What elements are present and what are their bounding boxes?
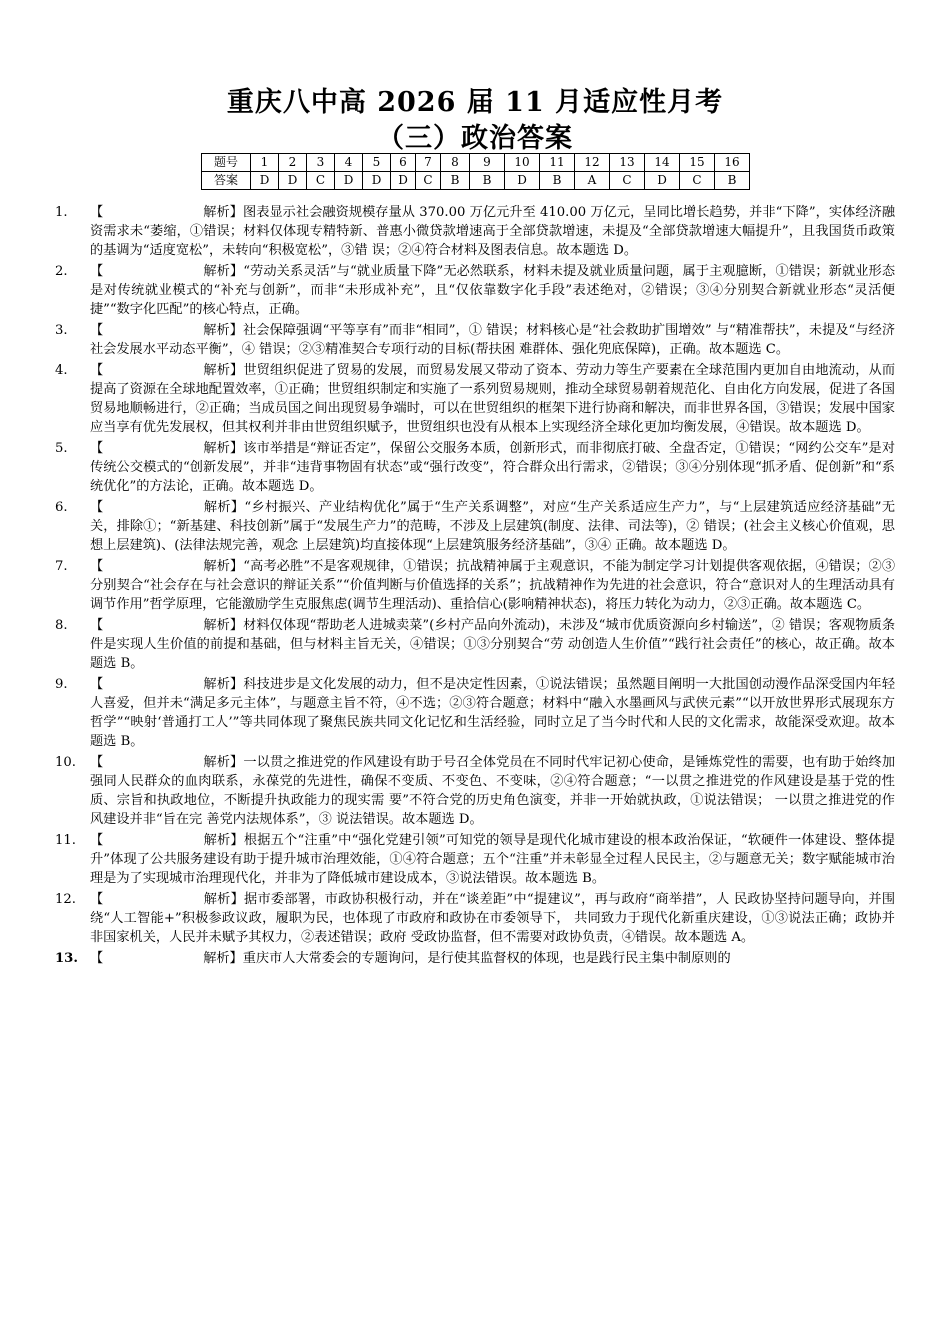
answer-cell: B xyxy=(441,172,470,190)
item-bracket: 【 xyxy=(90,500,104,515)
explanation-item xyxy=(55,949,895,968)
item-bracket: 【 xyxy=(90,205,104,220)
answer-cell: D xyxy=(391,172,416,190)
explanation-list xyxy=(55,203,895,970)
item-number: 8. xyxy=(55,618,68,633)
question-number: 11 xyxy=(540,154,575,172)
page-subtitle: （三）政治答案 xyxy=(377,123,573,154)
question-number: 5 xyxy=(363,154,391,172)
answer-cell: C xyxy=(416,172,441,190)
item-number: 1. xyxy=(55,205,68,220)
item-text: 重庆市人大常委会的专题询问，是行使其监督权的体现，也是践行民主集中制原则的 xyxy=(242,951,731,966)
item-tag: 解析】 xyxy=(203,892,245,907)
explanation-item xyxy=(55,262,895,319)
item-text: “乡村振兴、产业结构优化”属于“生产关系调整”，对应“生产关系适应生产力”，与“上层建筑适应经济基础”无关，排除①；“新基建、科技创新”属于“发展生产力”的范畴，不涉及上层建筑(制度、法律、司法等)，② 错误；(社会主义核心价值观，思想上层建筑)、(法律法规完善，观念 上层建筑)均直接体现“上层建筑服务经济基础”，③④ 正确。故本题选 D。 xyxy=(90,500,896,553)
item-bracket: 【 xyxy=(90,951,104,966)
question-number: 12 xyxy=(575,154,610,172)
page-title: 重庆八中高 2026 届 11 月适应性月考 xyxy=(226,87,724,118)
item-tag: 解析】 xyxy=(203,500,245,515)
item-text: “高考必胜”不是客观规律，①错误；抗战精神属于主观意识，不能为制定学习计划提供客观依据，④错误；②③分别契合“社会存在与社会意识的辩证关系”“价值判断与价值选择的关系”；抗战精神作为先进的社会意识，符合“意识对人的生理活动具有调节作用”哲学原理，它能激励学生克服焦虑(调节生理活动)、重拾信心(影响精神状态)，将压力转化为动力，②③正确。故本题选 C。 xyxy=(90,559,896,612)
explanation-item xyxy=(55,890,895,947)
question-number: 7 xyxy=(416,154,441,172)
item-tag: 解析】 xyxy=(203,363,244,378)
item-bracket: 【 xyxy=(90,559,104,574)
item-text: 社会保障强调“平等享有”而非“相同”，① 错误；材料核心是“社会救助扩围增效” 与“精准帮扶”，未提及“与经济社会发展水平动态平衡”，④ 错误；②③精准契合专项行动的目标(帮扶困 难群体、强化兜底保障)，正确。故本题选 C。 xyxy=(90,323,896,357)
explanation-item xyxy=(55,321,895,359)
explanation-item xyxy=(55,203,895,260)
item-bracket: 【 xyxy=(90,618,104,633)
item-text: 图表显示社会融资规模存量从 370.00 万亿元升至 410.00 万亿元，呈同比增长趋势，并非“下降”，实体经济融资需求未“萎缩，①错误；材料仅体现专精特新、普惠小微贷款增速高于全部贷款增速，未提及“全部贷款增速大幅提升”，且我国货币政策的基调为“适度宽松”，未转向“积极宽松”，③错 误；②④符合材料及图表信息。故本题选 D。 xyxy=(90,205,896,258)
item-bracket: 【 xyxy=(90,441,104,456)
question-number: 13 xyxy=(610,154,645,172)
item-bracket: 【 xyxy=(90,363,104,378)
item-number: 6. xyxy=(55,500,68,515)
number-row-label: 题号 xyxy=(202,154,251,172)
answer-cell: D xyxy=(251,172,279,190)
item-text: 该市举措是“辩证否定”，保留公交服务本质，创新形式，而非彻底打破、全盘否定，①错误；“网约公交车”是对传统公交模式的“创新发展”，并非“违背事物固有状态”或“强行改变”，符合群众出行需求，②错误；③④分别体现“抓矛盾、促创新”和“系统优化”的方法论，正确。故本题选 D。 xyxy=(90,441,896,494)
answer-cell: C xyxy=(307,172,335,190)
item-tag: 解析】 xyxy=(203,618,244,633)
item-text: 一以贯之推进党的作风建设有助于号召全体党员在不同时代牢记初心使命，是锤炼党性的需要，也有助于始终加强同人民群众的血肉联系，永葆党的先进性，确保不变质、不变色、不变味，②④符合题意；“一以贯之推进党的作风建设是基于党的性质、宗旨和执政地位，不断提升执政能力的现实需 要”不符合党的历史角色演变，并非一开始就执政，①说法错误； 一以贯之推进党的作风建设并非“旨在完 善党内法规体系”，③ 说法错误。故本题选 D。 xyxy=(90,755,896,827)
question-number: 16 xyxy=(715,154,750,172)
question-number: 3 xyxy=(307,154,335,172)
item-tag: 解析】 xyxy=(203,833,244,848)
answer-cell: A xyxy=(575,172,610,190)
item-number: 10. xyxy=(55,755,76,770)
item-text: 材料仅体现“帮助老人进城卖菜”(乡村产品向外流动)，未涉及“城市优质资源向乡村输送”，② 错误；客观物质条件是实现人生价值的前提和基础，但与材料主旨无关，④错误；①③分别契合“劳 动创造人生价值”“践行社会责任”的核心，故正确。故本题选 B。 xyxy=(90,618,896,671)
item-number: 2. xyxy=(55,264,68,279)
item-tag: 解析】 xyxy=(203,323,244,338)
explanation-item xyxy=(55,753,895,829)
item-text: “劳动关系灵活”与“就业质量下降”无必然联系，材料未提及就业质量问题，属于主观臆断，①错误；新就业形态是对传统就业模式的“补充与创新”，而非“未形成补充”，且“仅依靠数字化手段”表述绝对，②错误；③④分别契合新就业形态“灵活便捷”“数字化匹配”的核心特点，正确。 xyxy=(90,264,896,317)
answer-cell: D xyxy=(645,172,680,190)
question-number: 8 xyxy=(441,154,470,172)
answer-cell: D xyxy=(279,172,307,190)
item-bracket: 【 xyxy=(90,833,104,848)
question-number: 15 xyxy=(680,154,715,172)
answer-cell: B xyxy=(540,172,575,190)
question-number: 9 xyxy=(470,154,505,172)
item-text: 科技进步是文化发展的动力，但不是决定性因素，①说法错误；虽然题目阐明一大批国创动漫作品深受国内年轻人喜爱，但并未“满足多元主体”，与题意主旨不符，④不选；②③符合题意；材料中“融入水墨画风与武侠元素”“以开放世界形式展现东方哲学”“映射‘普通打工人’”等共同体现了聚焦民族共同文化记忆和生活经验，同时立足了当今时代和人民的文化需求，故能深受欢迎。故本题选 B。 xyxy=(90,677,896,749)
explanation-item xyxy=(55,439,895,496)
item-number: 5. xyxy=(55,441,68,456)
answer-cell: D xyxy=(363,172,391,190)
answer-table xyxy=(201,153,750,190)
question-number: 14 xyxy=(645,154,680,172)
answer-cell: D xyxy=(505,172,540,190)
item-number: 12. xyxy=(55,892,76,907)
explanation-item xyxy=(55,498,895,555)
answer-cell: C xyxy=(610,172,645,190)
explanation-item xyxy=(55,831,895,888)
item-bracket: 【 xyxy=(90,755,104,770)
item-bracket: 【 xyxy=(90,892,104,907)
item-number: 13. xyxy=(55,951,78,966)
item-text: 据市委部署，市政协积极行动，并在“谈差距”中“提建议”，再与政府“商举措”，人 民政协坚持问题导向，并围绕“人工智能+”积极参政议政，履职为民，也体现了市政府和政协在市委领导下， 共同致力于现代化新重庆建设，①③说法正确；政协并非国家机关，人民并未赋予其权力，②表述错误；政府 受政协监督，但不需要对政协负责，④错误。故本题选 A。 xyxy=(90,892,896,945)
answer-cell: D xyxy=(335,172,363,190)
item-tag: 解析】 xyxy=(203,559,244,574)
question-number: 1 xyxy=(251,154,279,172)
answer-table-number-row xyxy=(202,154,750,172)
item-number: 7. xyxy=(55,559,68,574)
question-number: 2 xyxy=(279,154,307,172)
answer-cell: B xyxy=(470,172,505,190)
item-number: 4. xyxy=(55,363,68,378)
item-tag: 解析】 xyxy=(203,677,244,692)
item-text: 根据五个“注重”中“强化党建引领”可知党的领导是现代化城市建设的根本政治保证，“软硬件一体建设、整体提升”体现了公共服务建设有助于提升城市治理效能，①④符合题意；五个“注重”并未彰显全过程人民民主，②与题意无关；数字赋能城市治理是为了实现城市治理现代化，并非为了降低城市建设成本，③说法错误。故本题选 B。 xyxy=(90,833,895,886)
question-number: 4 xyxy=(335,154,363,172)
item-tag: 解析】 xyxy=(203,205,243,220)
item-text: 世贸组织促进了贸易的发展，而贸易发展又带动了资本、劳动力等生产要素在全球范围内更加自由地流动，从而提高了资源在全球地配置效率，①正确；世贸组织制定和实施了一系列贸易规则，推动全球贸易朝着规范化、自由化方向发展，促进了各国贸易地顺畅进行，②正确；当成员国之间出现贸易争端时，可以在世贸组织的框架下进行协商和解决，而非世界各国，③错误；发展中国家应当享有优先发展权，但其权利并非由世贸组织赋予，世贸组织也没有从根本上实现经济全球化更加均衡发展，④错误。故本题选 D。 xyxy=(90,363,896,435)
item-number: 3. xyxy=(55,323,68,338)
question-number: 10 xyxy=(505,154,540,172)
item-number: 11. xyxy=(55,833,76,848)
item-tag: 解析】 xyxy=(203,951,243,966)
answer-cell: C xyxy=(680,172,715,190)
answer-table-answer-row xyxy=(202,172,750,190)
question-number: 6 xyxy=(391,154,416,172)
item-tag: 解析】 xyxy=(203,441,244,456)
item-number: 9. xyxy=(55,677,68,692)
explanation-item xyxy=(55,616,895,673)
answer-row-label: 答案 xyxy=(202,172,251,190)
item-bracket: 【 xyxy=(90,677,104,692)
item-bracket: 【 xyxy=(90,264,104,279)
item-tag: 解析】 xyxy=(203,264,244,279)
explanation-item xyxy=(55,675,895,751)
item-tag: 解析】 xyxy=(203,755,244,770)
item-bracket: 【 xyxy=(90,323,104,338)
answer-cell: B xyxy=(715,172,750,190)
explanation-item xyxy=(55,361,895,437)
explanation-item xyxy=(55,557,895,614)
